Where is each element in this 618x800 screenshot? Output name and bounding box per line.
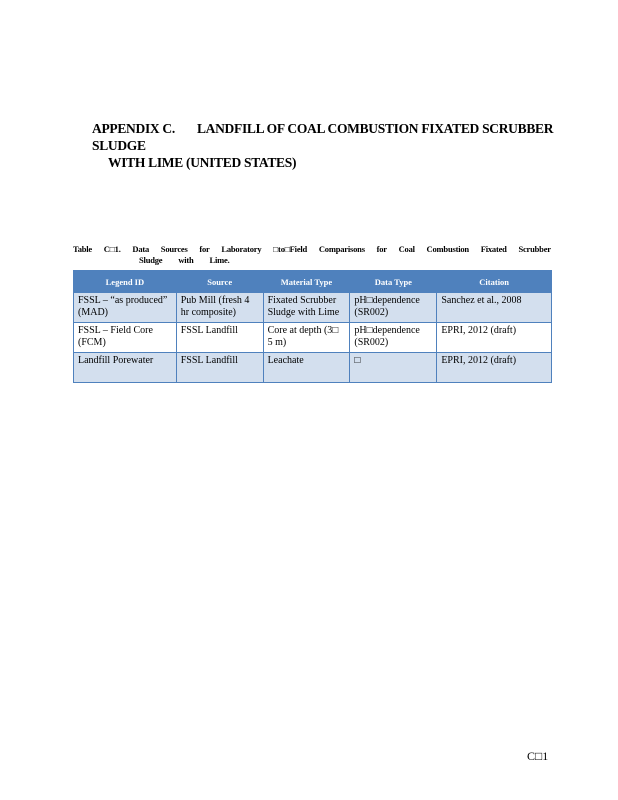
appendix-title-line1: LANDFILL OF COAL COMBUSTION FIXATED SCRUBBER SLUDGE [92, 121, 554, 153]
table-cell: pH□dependence (SR002) [350, 323, 437, 353]
table-cell: pH□dependence (SR002) [350, 293, 437, 323]
table-cell: FSSL Landfill [176, 353, 263, 383]
caption-word: C□1. [103, 244, 121, 254]
table-cell: FSSL – “as produced” (MAD) [74, 293, 177, 323]
page-number: C□1 [527, 749, 549, 763]
column-header-data-type: Data Type [350, 271, 437, 293]
table-cell: Leachate [263, 353, 350, 383]
caption-word: Sources [160, 244, 188, 254]
table-caption [73, 244, 551, 266]
caption-word: Laboratory [221, 244, 262, 254]
column-header-source: Source [176, 271, 263, 293]
column-header-material-type: Material Type [263, 271, 350, 293]
column-header-citation: Citation [437, 271, 552, 293]
appendix-label: APPENDIX C. [92, 121, 175, 136]
caption-word: Lime. [209, 255, 230, 265]
caption-word: with [178, 255, 194, 265]
table-cell: □ [350, 353, 437, 383]
caption-line1 [73, 244, 551, 255]
table-row [74, 293, 552, 323]
caption-word: Sludge [139, 255, 163, 265]
table-cell: Core at depth (3□ 5 m) [263, 323, 350, 353]
appendix-title-line2: WITH LIME (UNITED STATES) [108, 155, 297, 170]
caption-word: Coal [398, 244, 415, 254]
table-cell: FSSL Landfill [176, 323, 263, 353]
caption-word: □to□Field [273, 244, 308, 254]
table-cell: EPRI, 2012 (draft) [437, 323, 552, 353]
data-sources-table [73, 270, 552, 383]
caption-word: Scrubber [518, 244, 551, 254]
caption-word: Table [73, 244, 93, 254]
caption-word: Comparisons [318, 244, 365, 254]
caption-word: Fixated [480, 244, 507, 254]
caption-word: Data [132, 244, 150, 254]
table-cell: Landfill Porewater [74, 353, 177, 383]
table-cell: Fixated Scrubber Sludge with Lime [263, 293, 350, 323]
table-cell: Sanchez et al., 2008 [437, 293, 552, 323]
caption-word: Combustion [426, 244, 469, 254]
appendix-heading [92, 120, 562, 171]
caption-line2 [73, 255, 551, 266]
table-cell: EPRI, 2012 (draft) [437, 353, 552, 383]
caption-word: for [376, 244, 387, 254]
table-cell: Pub Mill (fresh 4 hr composite) [176, 293, 263, 323]
caption-word: for [199, 244, 210, 254]
table-row [74, 353, 552, 383]
column-header-legend-id: Legend ID [74, 271, 177, 293]
table-header-row [74, 271, 552, 293]
table-row [74, 323, 552, 353]
table-cell: FSSL – Field Core (FCM) [74, 323, 177, 353]
